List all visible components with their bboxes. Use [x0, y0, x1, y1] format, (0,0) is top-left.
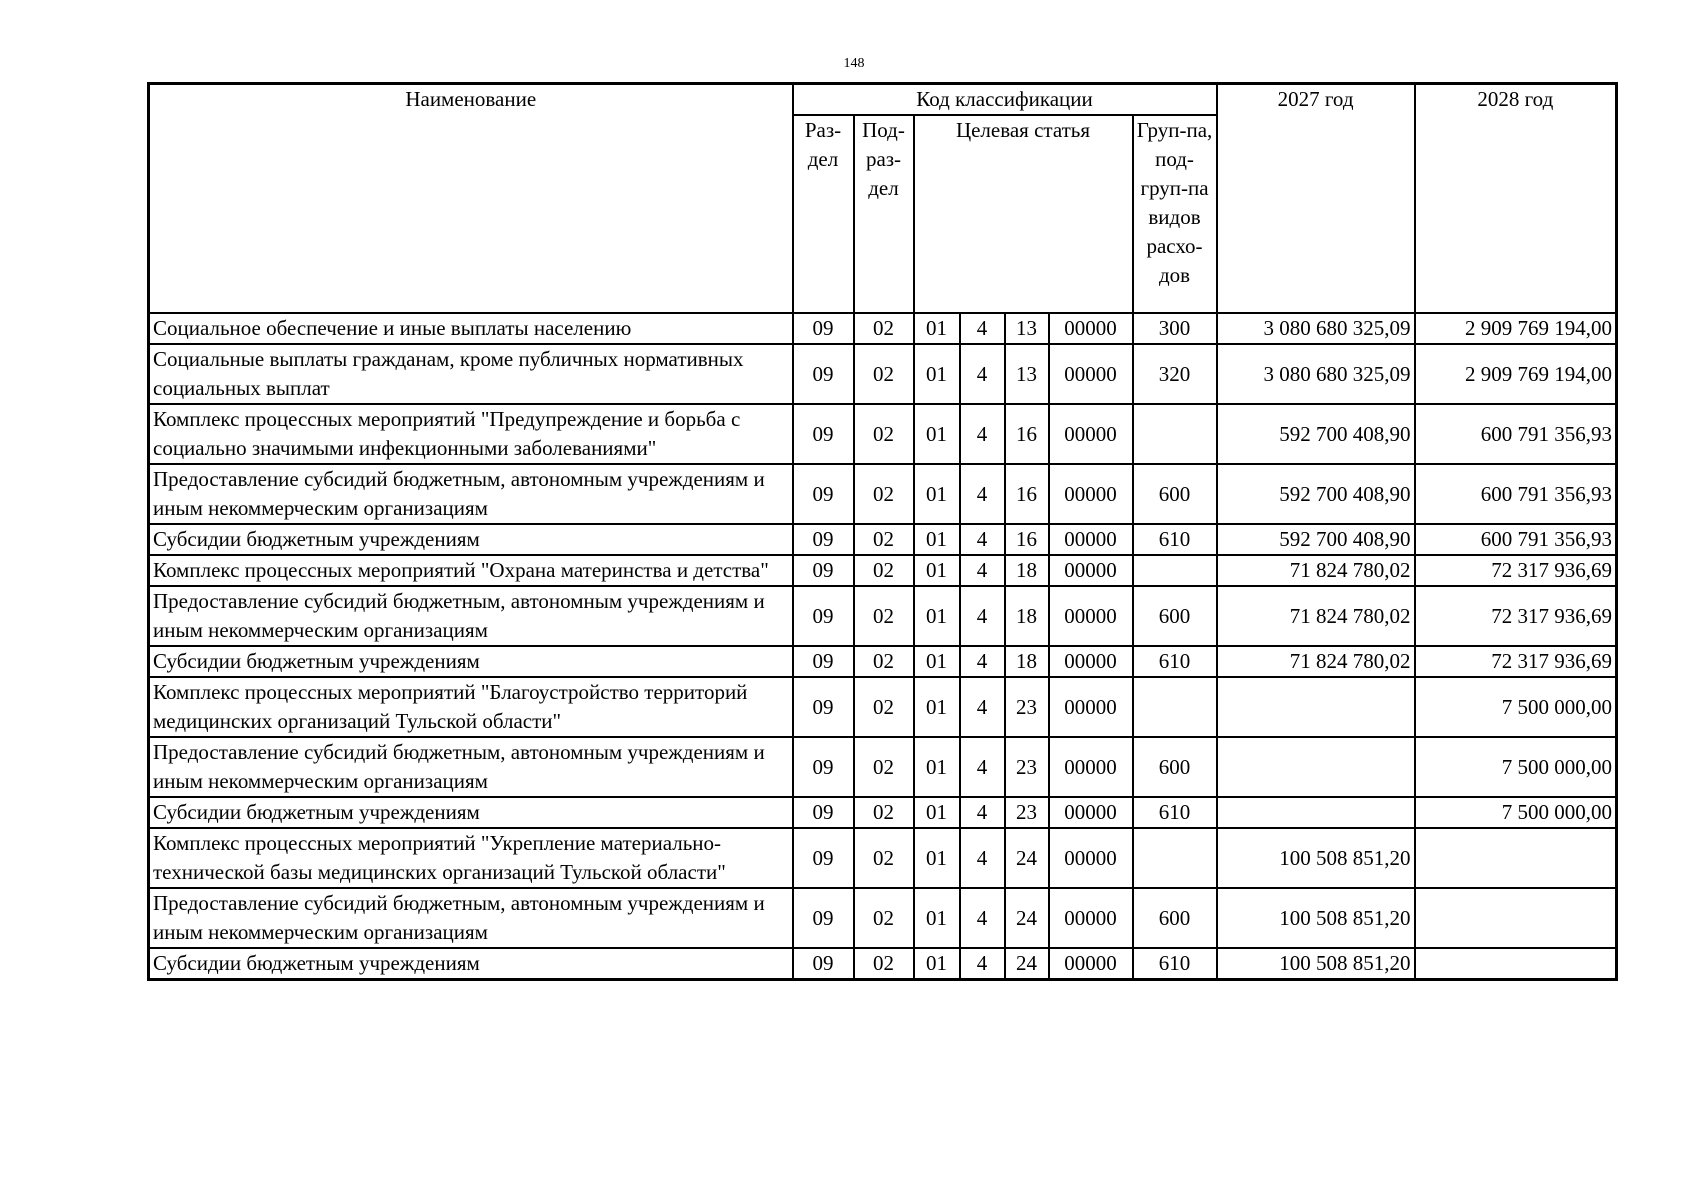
- cell-vid-rashodov: 600: [1133, 586, 1217, 646]
- cell-amount-2027: 71 824 780,02: [1217, 586, 1415, 646]
- cell-name: Субсидии бюджетным учреждениям: [149, 524, 793, 555]
- cell-amount-2028: [1415, 888, 1617, 948]
- cell-amount-2028: 72 317 936,69: [1415, 646, 1617, 677]
- cell-program-type: 4: [960, 555, 1005, 586]
- cell-name: Субсидии бюджетным учреждениям: [149, 646, 793, 677]
- cell-subprogram: 13: [1005, 344, 1049, 404]
- cell-subprogram: 23: [1005, 677, 1049, 737]
- cell-podrazdel: 02: [854, 344, 914, 404]
- cell-razdel: 09: [793, 737, 854, 797]
- cell-podrazdel: 02: [854, 797, 914, 828]
- cell-direction: 00000: [1049, 464, 1133, 524]
- cell-amount-2028: 600 791 356,93: [1415, 464, 1617, 524]
- cell-amount-2027: 71 824 780,02: [1217, 555, 1415, 586]
- table-row: [149, 737, 1617, 797]
- cell-name: Предоставление субсидий бюджетным, автономным учреждениям и иным некоммерческим организациям: [149, 464, 793, 524]
- cell-program-type: 4: [960, 677, 1005, 737]
- cell-program: 01: [914, 797, 960, 828]
- cell-program: 01: [914, 313, 960, 344]
- table-body: [149, 313, 1617, 980]
- cell-razdel: 09: [793, 677, 854, 737]
- cell-podrazdel: 02: [854, 586, 914, 646]
- cell-amount-2027: 592 700 408,90: [1217, 524, 1415, 555]
- column-header-name: Наименование: [149, 84, 793, 314]
- cell-subprogram: 18: [1005, 586, 1049, 646]
- cell-razdel: 09: [793, 313, 854, 344]
- cell-vid-rashodov: [1133, 555, 1217, 586]
- cell-program: 01: [914, 828, 960, 888]
- cell-vid-rashodov: 610: [1133, 797, 1217, 828]
- cell-program: 01: [914, 404, 960, 464]
- cell-vid-rashodov: 610: [1133, 524, 1217, 555]
- table-row: [149, 677, 1617, 737]
- cell-amount-2027: 100 508 851,20: [1217, 948, 1415, 980]
- cell-program-type: 4: [960, 888, 1005, 948]
- cell-amount-2028: 72 317 936,69: [1415, 586, 1617, 646]
- cell-subprogram: 18: [1005, 555, 1049, 586]
- cell-podrazdel: 02: [854, 646, 914, 677]
- cell-amount-2028: 2 909 769 194,00: [1415, 344, 1617, 404]
- cell-razdel: 09: [793, 524, 854, 555]
- column-header-2027: 2027 год: [1217, 84, 1415, 314]
- cell-amount-2028: 72 317 936,69: [1415, 555, 1617, 586]
- table-row: [149, 586, 1617, 646]
- cell-program: 01: [914, 555, 960, 586]
- cell-podrazdel: 02: [854, 555, 914, 586]
- cell-podrazdel: 02: [854, 404, 914, 464]
- cell-vid-rashodov: [1133, 404, 1217, 464]
- cell-amount-2028: 2 909 769 194,00: [1415, 313, 1617, 344]
- cell-program: 01: [914, 948, 960, 980]
- cell-podrazdel: 02: [854, 313, 914, 344]
- cell-vid-rashodov: [1133, 677, 1217, 737]
- cell-amount-2028: 7 500 000,00: [1415, 797, 1617, 828]
- cell-amount-2028: [1415, 828, 1617, 888]
- cell-program: 01: [914, 737, 960, 797]
- cell-podrazdel: 02: [854, 524, 914, 555]
- cell-direction: 00000: [1049, 524, 1133, 555]
- cell-razdel: 09: [793, 646, 854, 677]
- cell-razdel: 09: [793, 344, 854, 404]
- cell-program-type: 4: [960, 524, 1005, 555]
- cell-subprogram: 24: [1005, 828, 1049, 888]
- cell-direction: 00000: [1049, 677, 1133, 737]
- cell-amount-2027: [1217, 737, 1415, 797]
- cell-direction: 00000: [1049, 888, 1133, 948]
- cell-name: Комплекс процессных мероприятий "Благоустройство территорий медицинских организаций Тульской области": [149, 677, 793, 737]
- column-header-vid-rashodov: Груп-па, под-груп-па видов расхо-дов: [1133, 115, 1217, 313]
- column-header-podrazdel: Под-раз-дел: [854, 115, 914, 313]
- cell-direction: 00000: [1049, 344, 1133, 404]
- table-row: [149, 464, 1617, 524]
- cell-name: Предоставление субсидий бюджетным, автономным учреждениям и иным некоммерческим организациям: [149, 737, 793, 797]
- cell-name: Комплекс процессных мероприятий "Укрепление материально-технической базы медицинских организаций Тульской области": [149, 828, 793, 888]
- cell-razdel: 09: [793, 828, 854, 888]
- table-row: [149, 888, 1617, 948]
- table-row: [149, 404, 1617, 464]
- cell-program-type: 4: [960, 828, 1005, 888]
- cell-amount-2028: 600 791 356,93: [1415, 524, 1617, 555]
- cell-subprogram: 24: [1005, 948, 1049, 980]
- cell-program-type: 4: [960, 313, 1005, 344]
- cell-direction: 00000: [1049, 948, 1133, 980]
- cell-vid-rashodov: 320: [1133, 344, 1217, 404]
- cell-vid-rashodov: 610: [1133, 646, 1217, 677]
- cell-razdel: 09: [793, 797, 854, 828]
- cell-subprogram: 16: [1005, 524, 1049, 555]
- cell-amount-2028: 600 791 356,93: [1415, 404, 1617, 464]
- cell-program: 01: [914, 888, 960, 948]
- cell-amount-2027: 3 080 680 325,09: [1217, 344, 1415, 404]
- cell-name: Предоставление субсидий бюджетным, автономным учреждениям и иным некоммерческим организациям: [149, 888, 793, 948]
- cell-program: 01: [914, 646, 960, 677]
- cell-razdel: 09: [793, 404, 854, 464]
- table-row: [149, 646, 1617, 677]
- cell-program-type: 4: [960, 646, 1005, 677]
- cell-direction: 00000: [1049, 404, 1133, 464]
- cell-amount-2027: [1217, 677, 1415, 737]
- cell-program-type: 4: [960, 404, 1005, 464]
- cell-direction: 00000: [1049, 555, 1133, 586]
- cell-direction: 00000: [1049, 586, 1133, 646]
- cell-name: Комплекс процессных мероприятий "Предупреждение и борьба с социально значимыми инфекционными заболеваниями": [149, 404, 793, 464]
- cell-program-type: 4: [960, 344, 1005, 404]
- cell-podrazdel: 02: [854, 828, 914, 888]
- cell-direction: 00000: [1049, 646, 1133, 677]
- cell-name: Комплекс процессных мероприятий "Охрана материнства и детства": [149, 555, 793, 586]
- cell-podrazdel: 02: [854, 948, 914, 980]
- cell-name: Социальные выплаты гражданам, кроме публичных нормативных социальных выплат: [149, 344, 793, 404]
- cell-name: Субсидии бюджетным учреждениям: [149, 797, 793, 828]
- table-row: [149, 524, 1617, 555]
- cell-program-type: 4: [960, 464, 1005, 524]
- cell-direction: 00000: [1049, 828, 1133, 888]
- cell-program-type: 4: [960, 737, 1005, 797]
- table-row: [149, 555, 1617, 586]
- cell-subprogram: 23: [1005, 797, 1049, 828]
- cell-name: Социальное обеспечение и иные выплаты населению: [149, 313, 793, 344]
- cell-vid-rashodov: 300: [1133, 313, 1217, 344]
- cell-amount-2027: 592 700 408,90: [1217, 464, 1415, 524]
- cell-program-type: 4: [960, 948, 1005, 980]
- cell-direction: 00000: [1049, 797, 1133, 828]
- cell-podrazdel: 02: [854, 677, 914, 737]
- budget-table: [147, 82, 1618, 981]
- cell-subprogram: 16: [1005, 464, 1049, 524]
- table-row: [149, 344, 1617, 404]
- cell-program: 01: [914, 464, 960, 524]
- cell-razdel: 09: [793, 948, 854, 980]
- table-row: [149, 948, 1617, 980]
- cell-name: Субсидии бюджетным учреждениям: [149, 948, 793, 980]
- cell-amount-2028: [1415, 948, 1617, 980]
- table-row: [149, 797, 1617, 828]
- cell-podrazdel: 02: [854, 737, 914, 797]
- column-header-celevaya-statya: Целевая статья: [914, 115, 1133, 313]
- header-row-1: [149, 84, 1617, 116]
- cell-program: 01: [914, 524, 960, 555]
- cell-direction: 00000: [1049, 313, 1133, 344]
- column-header-classification: Код классификации: [793, 84, 1217, 116]
- column-header-razdel: Раз-дел: [793, 115, 854, 313]
- cell-direction: 00000: [1049, 737, 1133, 797]
- cell-razdel: 09: [793, 888, 854, 948]
- cell-program: 01: [914, 677, 960, 737]
- cell-program: 01: [914, 586, 960, 646]
- cell-vid-rashodov: 600: [1133, 464, 1217, 524]
- cell-vid-rashodov: [1133, 828, 1217, 888]
- cell-name: Предоставление субсидий бюджетным, автономным учреждениям и иным некоммерческим организациям: [149, 586, 793, 646]
- cell-amount-2028: 7 500 000,00: [1415, 737, 1617, 797]
- cell-vid-rashodov: 600: [1133, 888, 1217, 948]
- table-row: [149, 828, 1617, 888]
- cell-subprogram: 23: [1005, 737, 1049, 797]
- cell-program-type: 4: [960, 586, 1005, 646]
- cell-amount-2027: 592 700 408,90: [1217, 404, 1415, 464]
- cell-amount-2027: 100 508 851,20: [1217, 828, 1415, 888]
- cell-razdel: 09: [793, 586, 854, 646]
- cell-podrazdel: 02: [854, 464, 914, 524]
- cell-amount-2028: 7 500 000,00: [1415, 677, 1617, 737]
- cell-amount-2027: 100 508 851,20: [1217, 888, 1415, 948]
- cell-subprogram: 24: [1005, 888, 1049, 948]
- cell-vid-rashodov: 600: [1133, 737, 1217, 797]
- cell-subprogram: 16: [1005, 404, 1049, 464]
- cell-razdel: 09: [793, 464, 854, 524]
- cell-program-type: 4: [960, 797, 1005, 828]
- cell-subprogram: 13: [1005, 313, 1049, 344]
- cell-podrazdel: 02: [854, 888, 914, 948]
- cell-amount-2027: 3 080 680 325,09: [1217, 313, 1415, 344]
- cell-subprogram: 18: [1005, 646, 1049, 677]
- cell-amount-2027: [1217, 797, 1415, 828]
- column-header-2028: 2028 год: [1415, 84, 1617, 314]
- cell-amount-2027: 71 824 780,02: [1217, 646, 1415, 677]
- cell-razdel: 09: [793, 555, 854, 586]
- table-row: [149, 313, 1617, 344]
- cell-program: 01: [914, 344, 960, 404]
- cell-vid-rashodov: 610: [1133, 948, 1217, 980]
- page-number: 148: [843, 56, 865, 71]
